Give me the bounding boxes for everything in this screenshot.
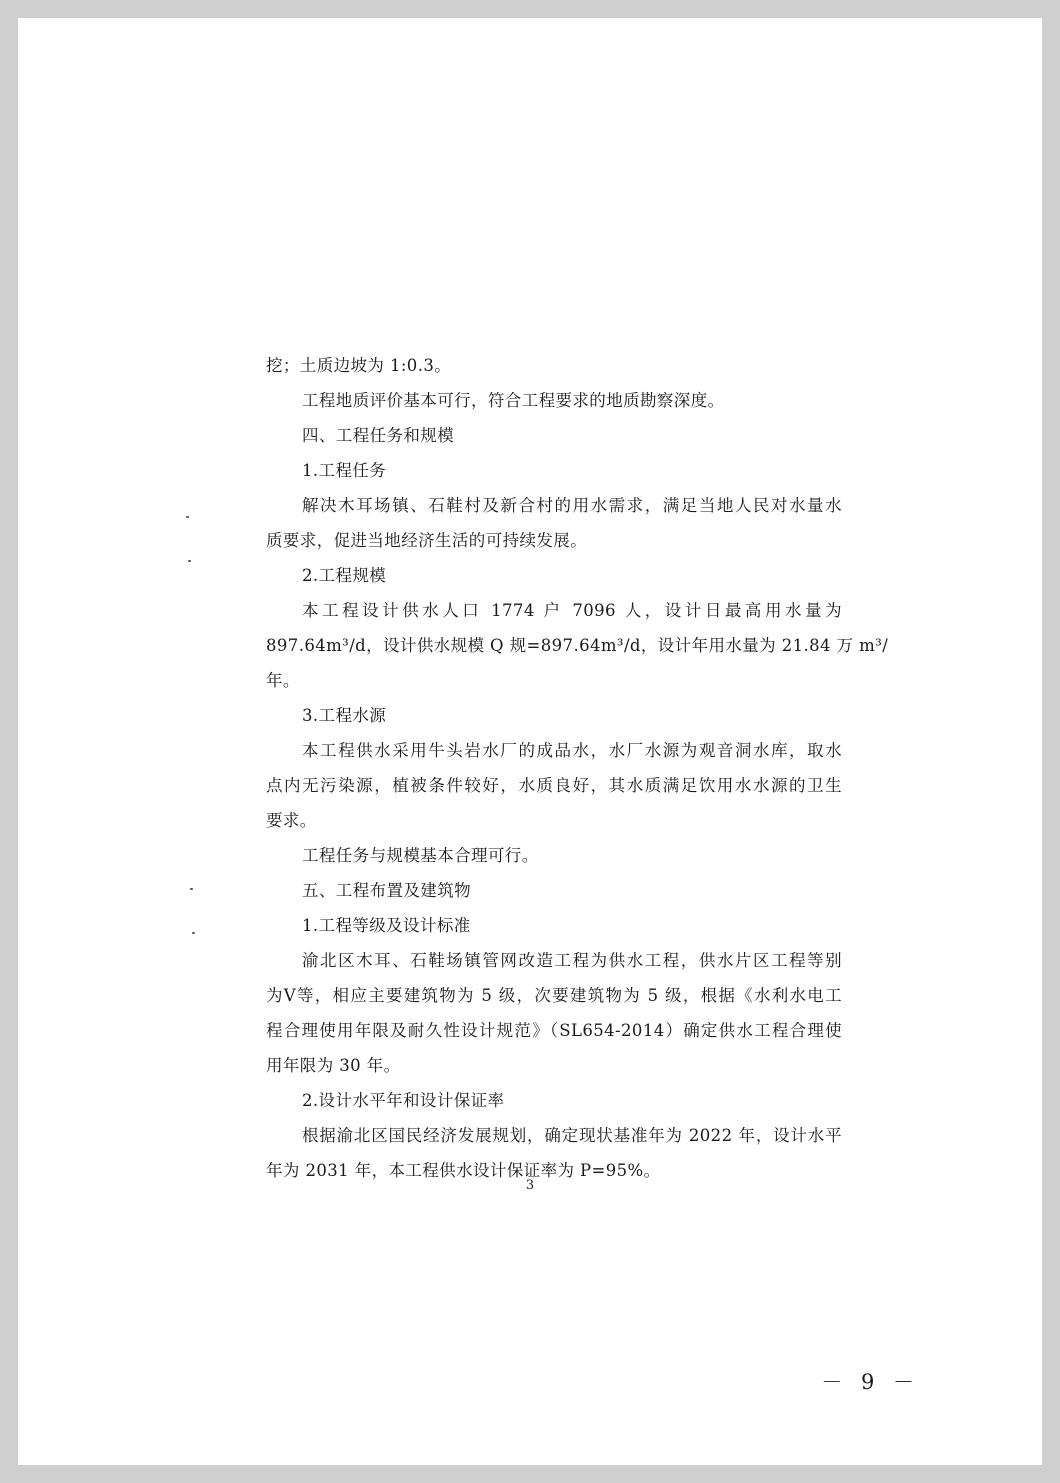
text-line: 1.工程任务	[302, 461, 387, 480]
text-line: 2.设计水平年和设计保证率	[302, 1091, 505, 1110]
text-line: 挖；土质边坡为 1:0.3。	[266, 356, 452, 375]
text-line: 为Ⅴ等，相应主要建筑物为 5 级，次要建筑物为 5 级，根据《水利水电工	[266, 986, 842, 1005]
text-line: 根据渝北区国民经济发展规划，确定现状基准年为 2022 年，设计水平	[302, 1126, 842, 1145]
text-line: 年为 2031 年，本工程供水设计保证率为 P=95%。	[266, 1161, 661, 1180]
inner-page-number: 3	[525, 1178, 535, 1193]
text-line: 3.工程水源	[302, 706, 387, 725]
text-line: 工程任务与规模基本合理可行。	[302, 846, 539, 865]
outer-page-number: － 9 －	[821, 1370, 920, 1394]
text-line: 质要求，促进当地经济生活的可持续发展。	[266, 531, 588, 550]
document-page	[18, 18, 1042, 1465]
scan-speck	[190, 888, 193, 890]
text-line: 五、工程布置及建筑物	[302, 881, 471, 900]
text-line: 本工程设计供水人口 1774 户 7096 人，设计日最高用水量为	[302, 601, 842, 620]
text-line: 程合理使用年限及耐久性设计规范》（SL654-2014）确定供水工程合理使	[266, 1021, 842, 1040]
text-line: 2.工程规模	[302, 566, 387, 585]
document-body	[266, 348, 889, 1188]
text-line: 要求。	[266, 811, 317, 830]
scan-speck	[192, 932, 195, 934]
scan-speck	[188, 560, 191, 562]
text-line: 工程地质评价基本可行，符合工程要求的地质勘察深度。	[302, 391, 725, 410]
text-line: 渝北区木耳、石鞋场镇管网改造工程为供水工程，供水片区工程等别	[302, 951, 842, 970]
text-line: 年。	[266, 671, 300, 690]
text-line: 1.工程等级及设计标准	[302, 916, 471, 935]
text-line: 本工程供水采用牛头岩水厂的成品水，水厂水源为观音洞水库，取水	[302, 741, 842, 760]
text-line: 用年限为 30 年。	[266, 1056, 401, 1075]
text-line: 点内无污染源，植被条件较好，水质良好，其水质满足饮用水水源的卫生	[266, 776, 842, 795]
text-line: 四、工程任务和规模	[302, 426, 455, 445]
text-line: 解决木耳场镇、石鞋村及新合村的用水需求，满足当地人民对水量水	[302, 496, 842, 515]
text-line: 897.64m³/d，设计供水规模 Q 规=897.64m³/d，设计年用水量为 21.84 万 m³/	[266, 636, 889, 655]
scan-speck	[186, 516, 189, 518]
